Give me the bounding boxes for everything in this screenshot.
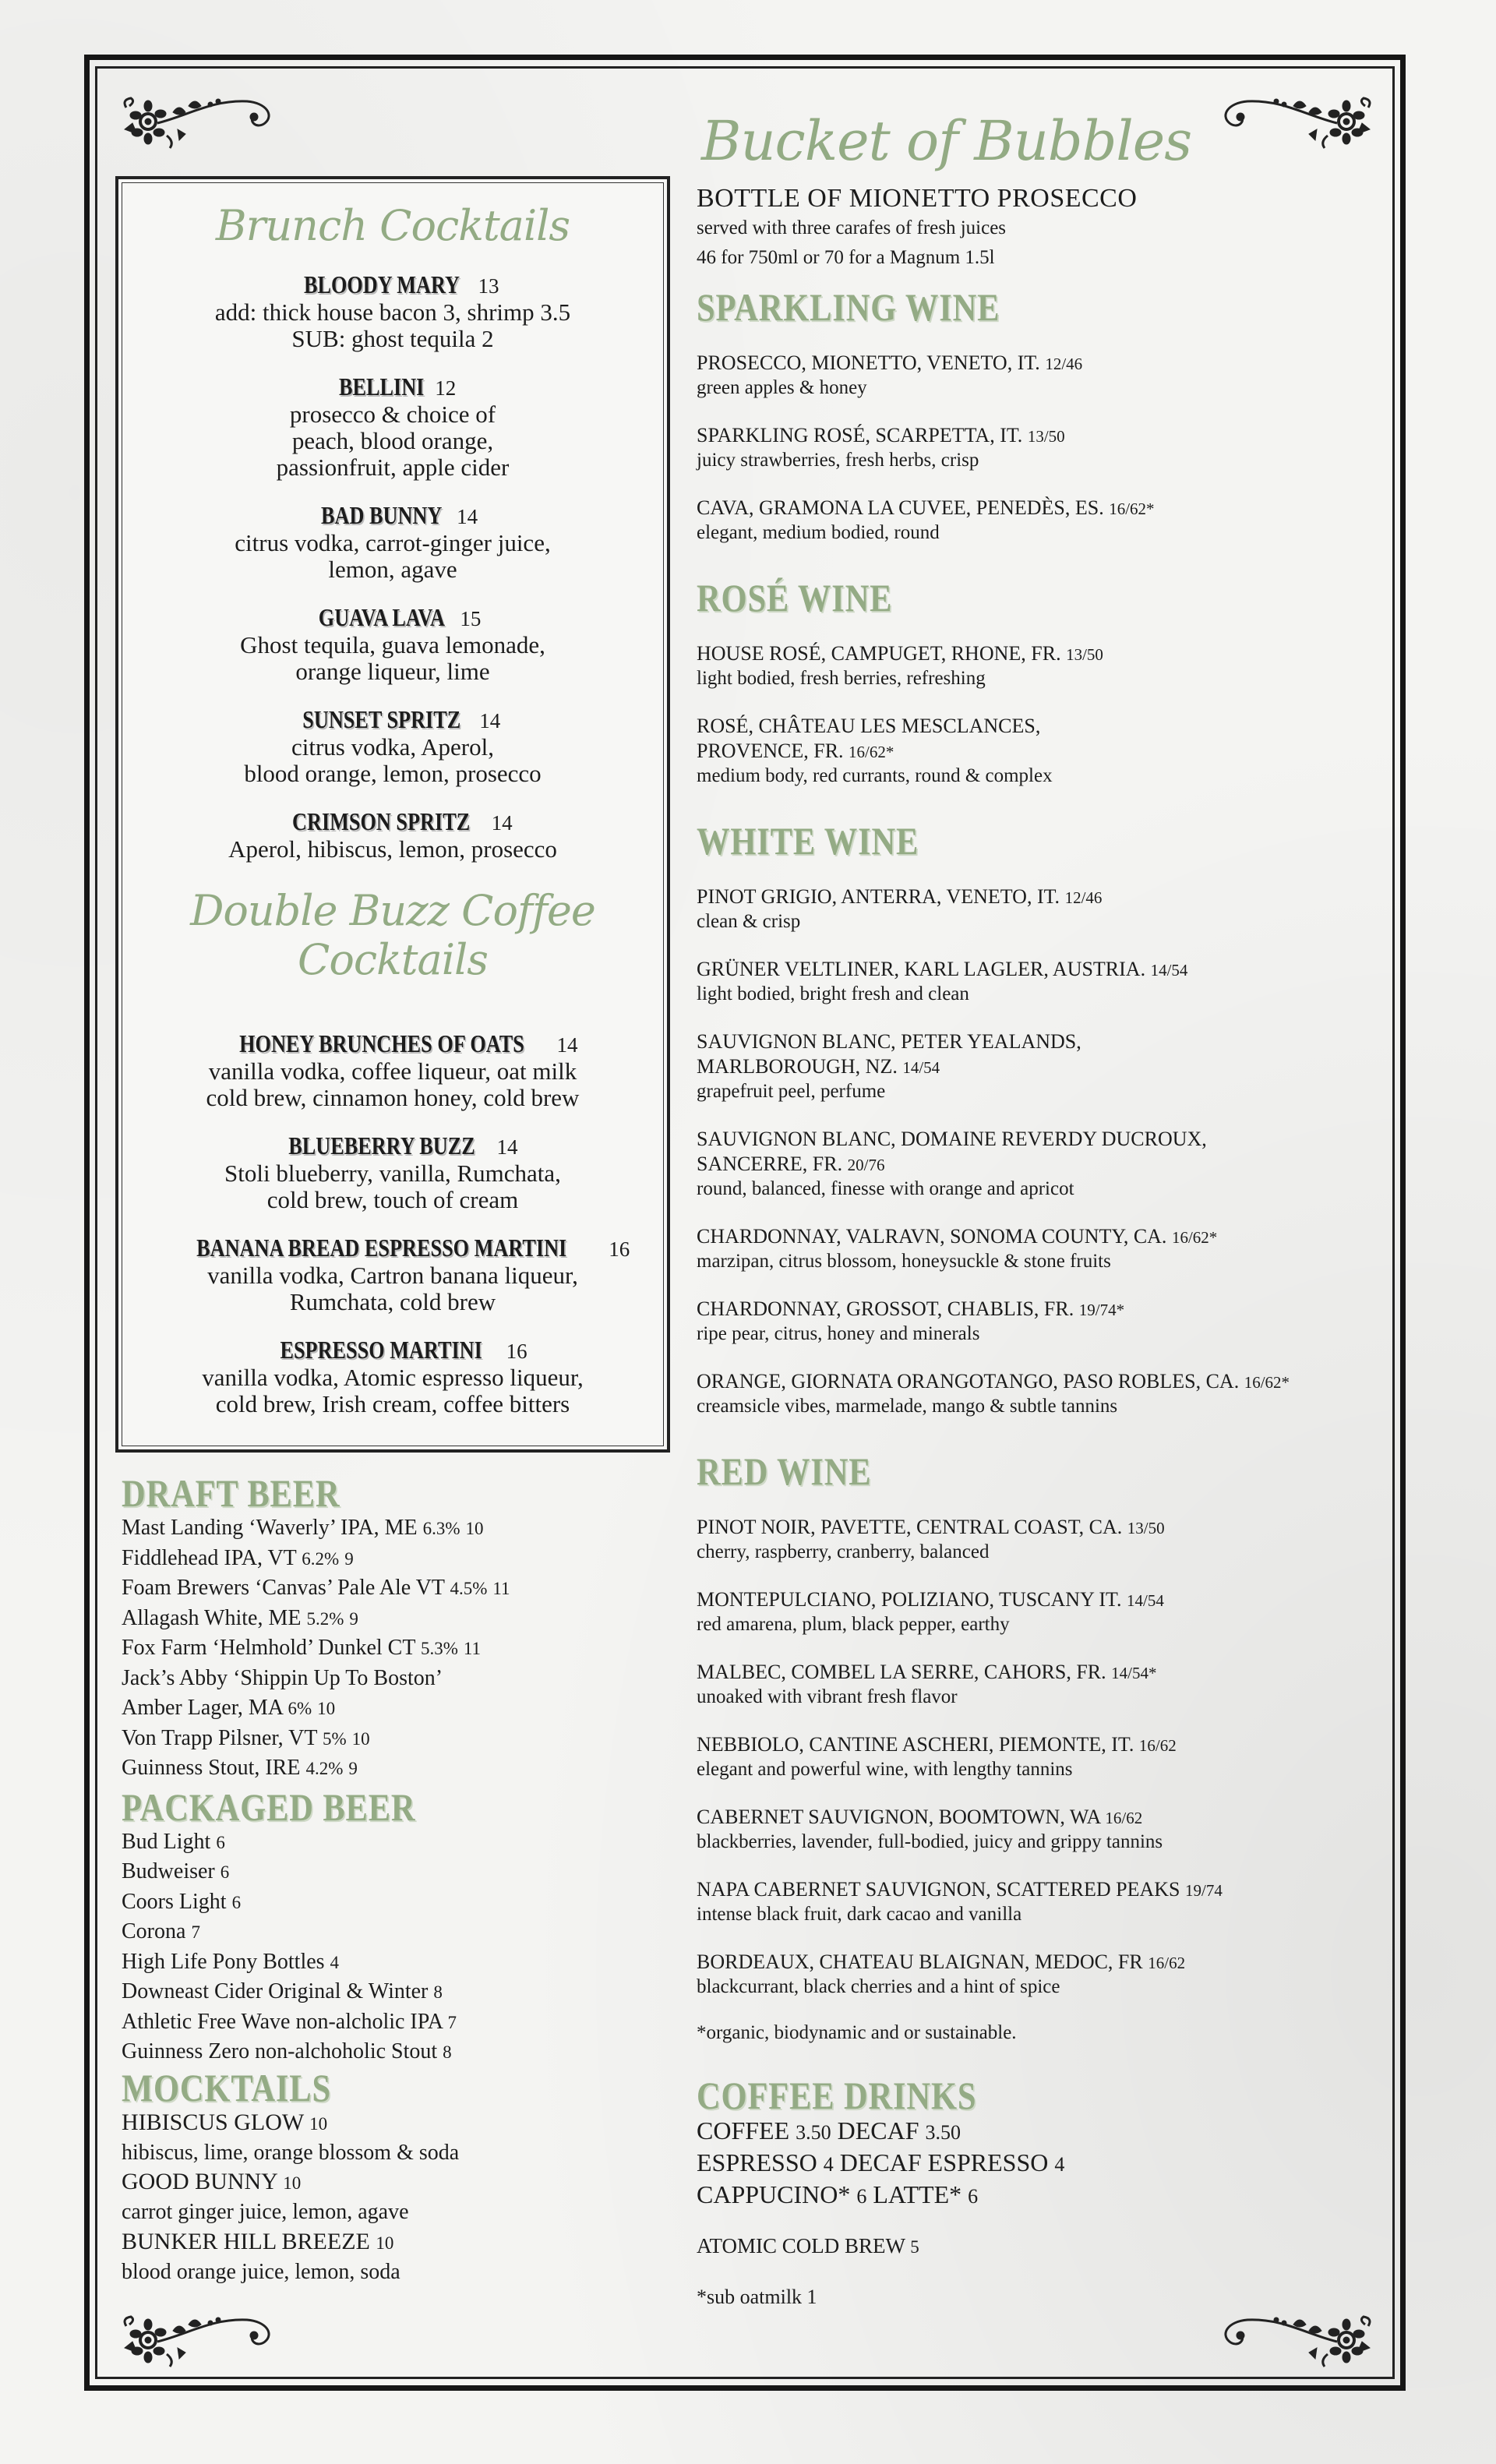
wine-name-text: MARLBOROUGH, NZ. <box>697 1055 898 1078</box>
wine-name <box>697 1587 1398 1613</box>
wine-description: juicy strawberries, fresh herbs, crisp <box>697 450 979 471</box>
wine-name <box>697 1127 1398 1152</box>
coffee-name: ESPRESSO <box>697 2148 817 2176</box>
coffee-price: 3.50 <box>925 2121 961 2144</box>
wine-price: 14/54 <box>1127 1591 1164 1610</box>
wine-item <box>697 1805 1398 1854</box>
mocktail-item <box>122 2167 667 2197</box>
wine-price: 16/62* <box>849 743 894 761</box>
wine-description: blackberries, lavender, full-bodied, juicy and grippy tannins <box>697 1831 1163 1852</box>
floral-ornament-icon <box>111 2303 282 2373</box>
wine-price: 20/76 <box>847 1156 885 1174</box>
wine-section-heading: ROSÉ WINE <box>697 576 893 620</box>
wine-footnote: *organic, biodynamic and or sustainable. <box>697 2022 1017 2043</box>
beer-price: 10 <box>351 1728 370 1749</box>
wine-name-text: SAUVIGNON BLANC, DOMAINE REVERDY DUCROUX, <box>697 1128 1207 1150</box>
wine-name-text: SPARKLING ROSÉ, SCARPETTA, IT. <box>697 424 1023 447</box>
coffee-price: 3.50 <box>796 2121 831 2144</box>
cocktail-description: cold brew, Irish cream, coffee bitters <box>215 1390 570 1417</box>
cocktail-price: 14 <box>496 1135 518 1159</box>
cocktail-description: Ghost tequila, guava lemonade, <box>240 631 545 658</box>
mocktail-item <box>122 2108 667 2138</box>
cocktail-price: 15 <box>460 607 482 630</box>
wine-price: 13/50 <box>1027 427 1065 446</box>
beer-price: 8 <box>433 1982 443 2002</box>
cocktail-name: ESPRESSO MARTINI <box>280 1336 483 1364</box>
item-name: ATOMIC COLD BREW <box>697 2234 905 2257</box>
wine-name <box>697 1950 1398 1975</box>
coffee-price: 4 <box>1054 2153 1065 2176</box>
bucket-of-bubbles-title: Bucket of Bubbles <box>701 109 1192 173</box>
cocktail-price: 16 <box>609 1237 630 1261</box>
beer-price: 8 <box>443 2042 452 2062</box>
wine-name-text: SAUVIGNON BLANC, PETER YEALANDS, <box>697 1030 1081 1053</box>
cocktail-description: peach, blood orange, <box>291 427 494 454</box>
cocktail-description: blood orange, lemon, prosecco <box>244 760 542 787</box>
beer-item <box>122 1827 667 1858</box>
cocktail-price: 14 <box>479 709 501 732</box>
wine-name-text: CHARDONNAY, VALRAVN, SONOMA COUNTY, CA. <box>697 1225 1167 1248</box>
wine-description: unoaked with vibrant fresh flavor <box>697 1686 958 1707</box>
wine-column <box>697 109 1398 2311</box>
beer-price: 7 <box>191 1922 200 1942</box>
beer-abv: 6% <box>288 1699 312 1718</box>
cocktail-heading <box>118 1131 667 1160</box>
beer-item <box>122 1693 667 1724</box>
wine-price: 19/74* <box>1078 1301 1125 1319</box>
beer-name: Guinness Stout, IRE <box>122 1756 301 1780</box>
mocktail-price: 10 <box>376 2233 394 2253</box>
wine-name-text: BORDEAUX, CHATEAU BLAIGNAN, MEDOC, FR <box>697 1950 1143 1973</box>
bubbles-detail: served with three carafes of fresh juices <box>697 217 1007 238</box>
cocktail-heading <box>118 603 667 632</box>
cold-brew-item <box>697 2232 1398 2262</box>
cocktail-heading <box>118 1234 667 1262</box>
cocktail-name: BANANA BREAD ESPRESSO MARTINI <box>196 1234 567 1262</box>
beer-price: 11 <box>492 1579 510 1598</box>
wine-name-text: NEBBIOLO, CANTINE ASCHERI, PIEMONTE, IT. <box>697 1733 1134 1756</box>
coffee-name: DECAF <box>837 2116 919 2145</box>
cocktail-price: 12 <box>435 376 457 400</box>
cocktail-heading <box>118 705 667 734</box>
brunch-cocktails-list <box>118 270 667 863</box>
bubbles-price: 46 for 750ml or 70 for a Magnum 1.5l <box>697 247 995 268</box>
wine-price: 12/46 <box>1045 355 1083 373</box>
wine-price: 13/50 <box>1127 1519 1165 1537</box>
wine-name-text: PROVENCE, FR. <box>697 740 844 762</box>
wine-section-heading: RED WINE <box>697 1449 872 1493</box>
packaged-beer-list <box>122 1827 667 2067</box>
wine-description: red amarena, plum, black pepper, earthy <box>697 1614 1010 1635</box>
cocktail-heading <box>118 1029 667 1058</box>
cocktail-name: BELLINI <box>338 372 425 401</box>
coffee-drinks-heading: COFFEE DRINKS <box>697 2074 977 2117</box>
coffee-name: DECAF ESPRESSO <box>839 2148 1049 2176</box>
item-price: 5 <box>910 2237 919 2257</box>
wine-price: 13/50 <box>1066 645 1103 664</box>
cocktail-description: Stoli blueberry, vanilla, Rumchata, <box>224 1160 561 1187</box>
cocktail-item <box>118 1234 667 1315</box>
beer-item <box>122 2037 667 2067</box>
wine-item <box>697 1950 1398 1999</box>
wine-name-text: ROSÉ, CHÂTEAU LES MESCLANCES, <box>697 715 1041 737</box>
beer-item <box>122 1947 667 1978</box>
coffee-cocktails-list <box>118 1029 667 1417</box>
beer-price: 10 <box>317 1699 336 1718</box>
mocktail-item <box>122 2227 667 2257</box>
coffee-price: 6 <box>856 2185 867 2208</box>
wine-item <box>697 641 1398 690</box>
coffee-drinks-list <box>697 2116 1398 2212</box>
beer-mocktail-section <box>122 1473 667 2286</box>
beer-name: Amber Lager, MA <box>122 1696 283 1720</box>
cocktail-heading <box>118 372 667 401</box>
wine-name-text: CABERNET SAUVIGNON, BOOMTOWN, WA <box>697 1806 1100 1828</box>
wine-item <box>697 1029 1398 1103</box>
wine-name <box>697 641 1398 667</box>
wine-name <box>697 1369 1398 1395</box>
cocktail-description: citrus vodka, Aperol, <box>291 733 494 761</box>
cocktail-description: orange liqueur, lime <box>295 658 490 685</box>
cocktail-price: 16 <box>506 1340 527 1363</box>
wine-price: 16/62* <box>1171 1228 1218 1247</box>
beer-price: 6 <box>231 1892 242 1912</box>
beer-price: 9 <box>349 1608 358 1629</box>
beer-item <box>122 1887 667 1918</box>
beer-item <box>122 1633 667 1664</box>
beer-name: Guinness Zero non-alchoholic Stout <box>122 2039 438 2063</box>
wine-name-text: CHARDONNAY, GROSSOT, CHABLIS, FR. <box>697 1297 1074 1320</box>
floral-ornament-icon <box>1212 2303 1384 2373</box>
beer-price: 6 <box>220 1862 230 1882</box>
wine-name-text: ORANGE, GIORNATA ORANGOTANGO, PASO ROBLES, CA. <box>697 1370 1240 1393</box>
wine-item <box>697 1660 1398 1709</box>
cocktail-name: HONEY BRUNCHES OF OATS <box>238 1029 524 1057</box>
wine-item <box>697 1369 1398 1418</box>
cocktail-name: SUNSET SPRITZ <box>302 705 460 733</box>
cocktail-description: citrus vodka, carrot-ginger juice, <box>235 529 551 556</box>
beer-name: Bud Light <box>122 1829 211 1854</box>
mocktail-name: GOOD BUNNY <box>122 2169 277 2194</box>
wine-description: grapefruit peel, perfume <box>697 1081 886 1102</box>
wine-description: light bodied, fresh berries, refreshing <box>697 668 986 689</box>
wine-name <box>697 1515 1398 1541</box>
wine-price: 16/62* <box>1109 500 1155 518</box>
cocktail-name: GUAVA LAVA <box>318 603 445 631</box>
beer-abv: 4.5% <box>450 1579 488 1598</box>
coffee-price: 4 <box>823 2153 834 2176</box>
cocktail-box <box>115 176 670 1453</box>
wine-name <box>697 351 1398 376</box>
mocktail-price: 10 <box>309 2113 328 2134</box>
cocktail-description: SUB: ghost tequila 2 <box>291 325 494 352</box>
beer-price: 6 <box>216 1832 225 1852</box>
wine-item <box>697 1127 1398 1201</box>
wine-item <box>697 1877 1398 1926</box>
beer-price: 7 <box>447 2012 457 2032</box>
cocktail-description: Rumchata, cold brew <box>289 1288 496 1315</box>
wine-item <box>697 1587 1398 1636</box>
beer-name: Von Trapp Pilsner, VT <box>122 1725 317 1750</box>
coffee-name: CAPPUCINO* <box>697 2180 851 2208</box>
wine-name <box>697 1224 1398 1250</box>
beer-abv: 4.2% <box>305 1759 344 1778</box>
wine-name <box>697 496 1398 521</box>
wine-name-text: MALBEC, COMBEL LA SERRE, CAHORS, FR. <box>697 1661 1106 1683</box>
wine-name-text: PINOT NOIR, PAVETTE, CENTRAL COAST, CA. <box>697 1516 1123 1538</box>
mocktail-name: HIBISCUS GLOW <box>122 2109 304 2135</box>
beer-name: High Life Pony Bottles <box>122 1949 325 1974</box>
beer-item <box>122 1604 667 1634</box>
cocktail-price: 14 <box>491 811 513 835</box>
cocktail-heading <box>118 270 667 299</box>
wine-item <box>697 1732 1398 1781</box>
wine-sections <box>697 273 1398 1999</box>
bubbles-heading: BOTTLE OF MIONETTO PROSECCO <box>697 184 1138 213</box>
coffee-price: 6 <box>968 2185 979 2208</box>
wine-description: clean & crisp <box>697 911 801 932</box>
beer-name: Athletic Free Wave non-alcholic IPA <box>122 2009 443 2034</box>
coffee-name: COFFEE <box>697 2116 790 2145</box>
wine-item <box>697 496 1398 545</box>
wine-price: 14/54* <box>1111 1664 1157 1682</box>
coffee-cocktails-title: Double Buzz Coffee Cocktails <box>190 886 595 984</box>
beer-name: Allagash White, ME <box>122 1605 302 1630</box>
wine-name <box>697 957 1398 983</box>
wine-name <box>697 714 1398 739</box>
wine-description: ripe pear, citrus, honey and minerals <box>697 1323 980 1344</box>
cocktail-item <box>118 270 667 352</box>
wine-item <box>697 423 1398 472</box>
beer-name: Corona <box>122 1919 186 1943</box>
beer-name: Foam Brewers ‘Canvas’ Pale Ale VT <box>122 1576 445 1600</box>
wine-name <box>697 1297 1398 1322</box>
beer-abv: 5% <box>322 1728 347 1749</box>
beer-name: Mast Landing ‘Waverly’ IPA, ME <box>122 1516 418 1540</box>
cocktail-item <box>118 501 667 583</box>
wine-name-text: PROSECCO, MIONETTO, VENETO, IT. <box>697 351 1040 374</box>
cocktail-description: add: thick house bacon 3, shrimp 3.5 <box>214 298 571 326</box>
cocktail-price: 13 <box>478 274 499 298</box>
wine-item <box>697 884 1398 934</box>
beer-item <box>122 1664 667 1694</box>
wine-name <box>697 423 1398 449</box>
wine-description: elegant and powerful wine, with lengthy tannins <box>697 1759 1073 1780</box>
cocktail-item <box>118 705 667 787</box>
cocktail-item <box>118 372 667 481</box>
wine-name-text: PINOT GRIGIO, ANTERRA, VENETO, IT. <box>697 885 1060 908</box>
cocktail-name: BLUEBERRY BUZZ <box>288 1131 475 1160</box>
mocktail-description: blood orange juice, lemon, soda <box>122 2259 400 2284</box>
wine-name-text: MONTEPULCIANO, POLIZIANO, TUSCANY IT. <box>697 1588 1122 1611</box>
wine-item <box>697 1297 1398 1346</box>
beer-price: 10 <box>465 1519 484 1538</box>
cocktail-name: BAD BUNNY <box>320 501 443 529</box>
mocktail-list <box>122 2108 667 2287</box>
beer-price: 11 <box>463 1639 482 1658</box>
beer-name: Budweiser <box>122 1859 215 1883</box>
wine-description: medium body, red currants, round & complex <box>697 765 1053 786</box>
wine-name <box>697 1152 1398 1177</box>
wine-description: elegant, medium bodied, round <box>697 522 940 543</box>
wine-name <box>697 1877 1398 1903</box>
cocktail-description: vanilla vodka, Atomic espresso liqueur, <box>202 1364 584 1391</box>
coffee-line <box>697 2116 1398 2148</box>
beer-name: Coors Light <box>122 1889 227 1914</box>
wine-price: 16/62 <box>1138 1736 1177 1755</box>
mocktail-name: BUNKER HILL BREEZE <box>122 2228 370 2254</box>
wine-item <box>697 1515 1398 1564</box>
cocktail-description: prosecco & choice of <box>289 401 496 428</box>
wine-name-text: CAVA, GRAMONA LA CUVEE, PENEDÈS, ES. <box>697 496 1104 519</box>
wine-name-text: HOUSE ROSÉ, CAMPUGET, RHONE, FR. <box>697 642 1061 665</box>
coffee-line <box>697 2180 1398 2212</box>
beer-name: Downeast Cider Original & Winter <box>122 1979 429 2003</box>
cocktail-description: vanilla vodka, coffee liqueur, oat milk <box>208 1057 577 1085</box>
cocktail-item <box>118 1029 667 1111</box>
cocktail-price: 14 <box>556 1033 578 1057</box>
beer-item <box>122 1917 667 1947</box>
beer-item <box>122 1544 667 1574</box>
beer-name: Fox Farm ‘Helmhold’ Dunkel CT <box>122 1636 415 1660</box>
mocktail-description: hibiscus, lime, orange blossom & soda <box>122 2140 460 2165</box>
cocktail-name: BLOODY MARY <box>303 270 460 298</box>
beer-item <box>122 1857 667 1887</box>
wine-section-heading: WHITE WINE <box>697 819 919 863</box>
wine-name <box>697 1732 1398 1758</box>
beer-item <box>122 1977 667 2007</box>
cocktail-heading <box>118 1336 667 1364</box>
cocktail-description: lemon, agave <box>328 556 457 583</box>
mocktail-price: 10 <box>283 2173 302 2193</box>
beer-price: 9 <box>348 1759 358 1778</box>
wine-item <box>697 957 1398 1006</box>
cocktail-description: cold brew, touch of cream <box>266 1186 519 1213</box>
beer-item <box>122 1724 667 1754</box>
packaged-beer-heading: PACKAGED BEER <box>122 1784 416 1829</box>
beer-name: Fiddlehead IPA, VT <box>122 1545 297 1570</box>
wine-name <box>697 1029 1398 1054</box>
wine-description: blackcurrant, black cherries and a hint of spice <box>697 1976 1060 1997</box>
wine-price: 14/54 <box>902 1058 940 1077</box>
wine-description: green apples & honey <box>697 377 867 398</box>
cocktail-item <box>118 603 667 685</box>
draft-beer-list <box>122 1513 667 1784</box>
cocktail-price: 14 <box>457 505 478 528</box>
mocktail-description: carrot ginger juice, lemon, agave <box>122 2200 409 2224</box>
cocktail-heading <box>118 807 667 836</box>
brunch-cocktails-title: Brunch Cocktails <box>215 201 570 250</box>
beer-abv: 5.2% <box>306 1608 344 1629</box>
wine-price: 12/46 <box>1064 888 1103 907</box>
beer-item <box>122 1573 667 1604</box>
cocktail-item <box>118 807 667 863</box>
cocktail-name: CRIMSON SPRITZ <box>292 807 471 835</box>
floral-ornament-icon <box>111 84 282 154</box>
wine-description: creamsicle vibes, marmelade, mango & subtle tannins <box>697 1396 1118 1417</box>
beer-item <box>122 1753 667 1784</box>
wine-name <box>697 1660 1398 1686</box>
coffee-line <box>697 2148 1398 2180</box>
beer-abv: 6.2% <box>302 1548 340 1569</box>
wine-name <box>697 1054 1398 1080</box>
wine-price: 19/74 <box>1184 1881 1223 1900</box>
wine-description: intense black fruit, dark cacao and vanilla <box>697 1904 1022 1925</box>
wine-price: 14/54 <box>1150 961 1188 980</box>
wine-description: round, balanced, finesse with orange and apricot <box>697 1178 1074 1199</box>
wine-price: 16/62 <box>1148 1954 1186 1972</box>
wine-name <box>697 1805 1398 1830</box>
draft-beer-heading: DRAFT BEER <box>122 1471 340 1515</box>
beer-name: Jack’s Abby ‘Shippin Up To Boston’ <box>122 1665 443 1690</box>
oatmilk-note: *sub oatmilk 1 <box>697 2285 817 2308</box>
cocktail-item <box>118 1336 667 1417</box>
coffee-name: LATTE* <box>873 2180 962 2208</box>
cocktail-item <box>118 1131 667 1213</box>
beer-price: 4 <box>330 1952 340 1972</box>
wine-name-text: SANCERRE, FR. <box>697 1153 843 1175</box>
beer-abv: 6.3% <box>422 1519 460 1538</box>
wine-name <box>697 739 1398 764</box>
wine-name-text: NAPA CABERNET SAUVIGNON, SCATTERED PEAKS <box>697 1878 1180 1901</box>
cocktail-heading <box>118 501 667 530</box>
beer-item <box>122 2007 667 2038</box>
mocktails-heading: MOCKTAILS <box>122 2065 331 2109</box>
beer-item <box>122 1513 667 1544</box>
wine-description: marzipan, citrus blossom, honeysuckle & stone fruits <box>697 1251 1111 1272</box>
cocktail-description: Aperol, hibiscus, lemon, prosecco <box>228 835 557 863</box>
wine-item <box>697 1224 1398 1273</box>
wine-price: 16/62 <box>1105 1809 1143 1827</box>
wine-description: cherry, raspberry, cranberry, balanced <box>697 1541 990 1562</box>
wine-section-heading: SPARKLING WINE <box>697 285 1000 329</box>
wine-item <box>697 351 1398 400</box>
wine-name-text: GRÜNER VELTLINER, KARL LAGLER, AUSTRIA. <box>697 958 1146 980</box>
beer-abv: 5.3% <box>420 1639 458 1658</box>
cocktail-description: cold brew, cinnamon honey, cold brew <box>206 1084 580 1111</box>
beer-price: 9 <box>344 1548 354 1569</box>
wine-name <box>697 884 1398 910</box>
wine-price: 16/62* <box>1244 1373 1290 1392</box>
cocktail-description: passionfruit, apple cider <box>276 454 510 481</box>
cocktail-description: vanilla vodka, Cartron banana liqueur, <box>207 1262 578 1289</box>
wine-item <box>697 714 1398 788</box>
wine-description: light bodied, bright fresh and clean <box>697 983 969 1004</box>
